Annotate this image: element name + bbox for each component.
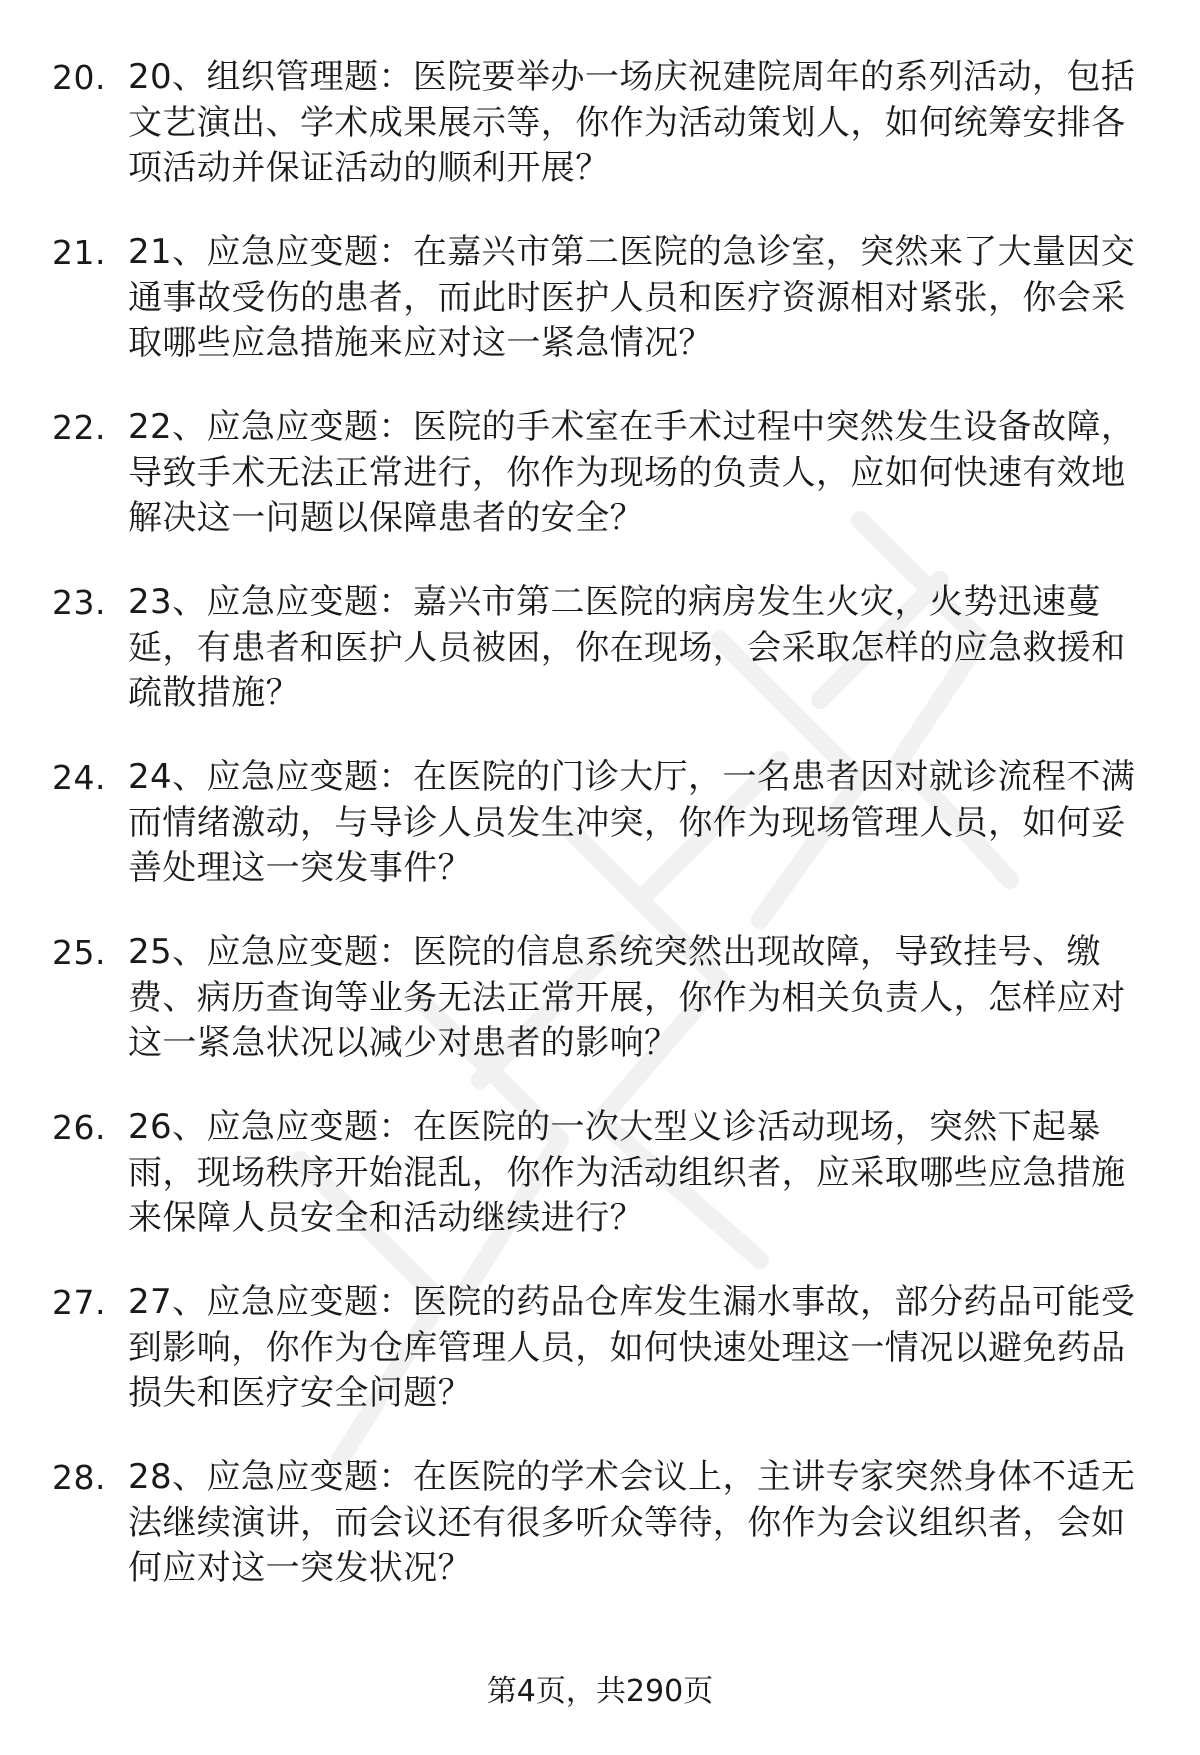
page-number-label: 第4页，共290页 — [486, 1674, 714, 1709]
question-text: 21、应急应变题：在嘉兴市第二医院的急诊室，突然来了大量因交通事故受伤的患者，而此时医护人员和医疗资源相对紧张，你会采取哪些应急措施来应对这一紧急情况？ — [128, 232, 1136, 363]
question-list — [0, 55, 1200, 1630]
question-item — [0, 755, 1200, 890]
question-item — [0, 1280, 1200, 1415]
question-item — [0, 1455, 1200, 1590]
question-text: 23、应急应变题：嘉兴市第二医院的病房发生火灾，火势迅速蔓延，有患者和医护人员被困，你在现场，会采取怎样的应急救援和疏散措施？ — [128, 582, 1126, 713]
question-text: 22、应急应变题：医院的手术室在手术过程中突然发生设备故障，导致手术无法正常进行，你作为现场的负责人，应如何快速有效地解决这一问题以保障患者的安全？ — [128, 407, 1136, 538]
question-text: 24、应急应变题：在医院的门诊大厅，一名患者因对就诊流程不满而情绪激动，与导诊人员发生冲突，你作为现场管理人员，如何妥善处理这一突发事件？ — [128, 757, 1136, 888]
question-number: 25. — [52, 933, 106, 972]
question-number: 24. — [52, 758, 106, 797]
question-number: 28. — [52, 1458, 106, 1497]
question-text: 25、应急应变题：医院的信息系统突然出现故障，导致挂号、缴费、病历查询等业务无法正常开展，你作为相关负责人，怎样应对这一紧急状况以减少对患者的影响？ — [128, 932, 1126, 1063]
question-item — [0, 1105, 1200, 1240]
question-text: 26、应急应变题：在医院的一次大型义诊活动现场，突然下起暴雨，现场秩序开始混乱，你作为活动组织者，应采取哪些应急措施来保障人员安全和活动继续进行？ — [128, 1107, 1126, 1238]
question-item — [0, 930, 1200, 1065]
question-number: 20. — [52, 58, 106, 97]
question-text: 27、应急应变题：医院的药品仓库发生漏水事故，部分药品可能受到影响，你作为仓库管理人员，如何快速处理这一情况以避免药品损失和医疗安全问题？ — [128, 1282, 1136, 1413]
question-item — [0, 405, 1200, 540]
question-number: 26. — [52, 1108, 106, 1147]
question-text: 28、应急应变题：在医院的学术会议上，主讲专家突然身体不适无法继续演讲，而会议还有很多听众等待，你作为会议组织者，会如何应对这一突发状况？ — [128, 1457, 1136, 1588]
question-number: 21. — [52, 233, 106, 272]
question-item — [0, 580, 1200, 715]
question-number: 22. — [52, 408, 106, 447]
question-number: 27. — [52, 1283, 106, 1322]
question-item — [0, 55, 1200, 190]
question-text: 20、组织管理题：医院要举办一场庆祝建院周年的系列活动，包括文艺演出、学术成果展示等，你作为活动策划人，如何统筹安排各项活动并保证活动的顺利开展？ — [128, 57, 1136, 188]
question-item — [0, 230, 1200, 365]
question-number: 23. — [52, 583, 106, 622]
page-footer — [0, 1672, 1200, 1712]
